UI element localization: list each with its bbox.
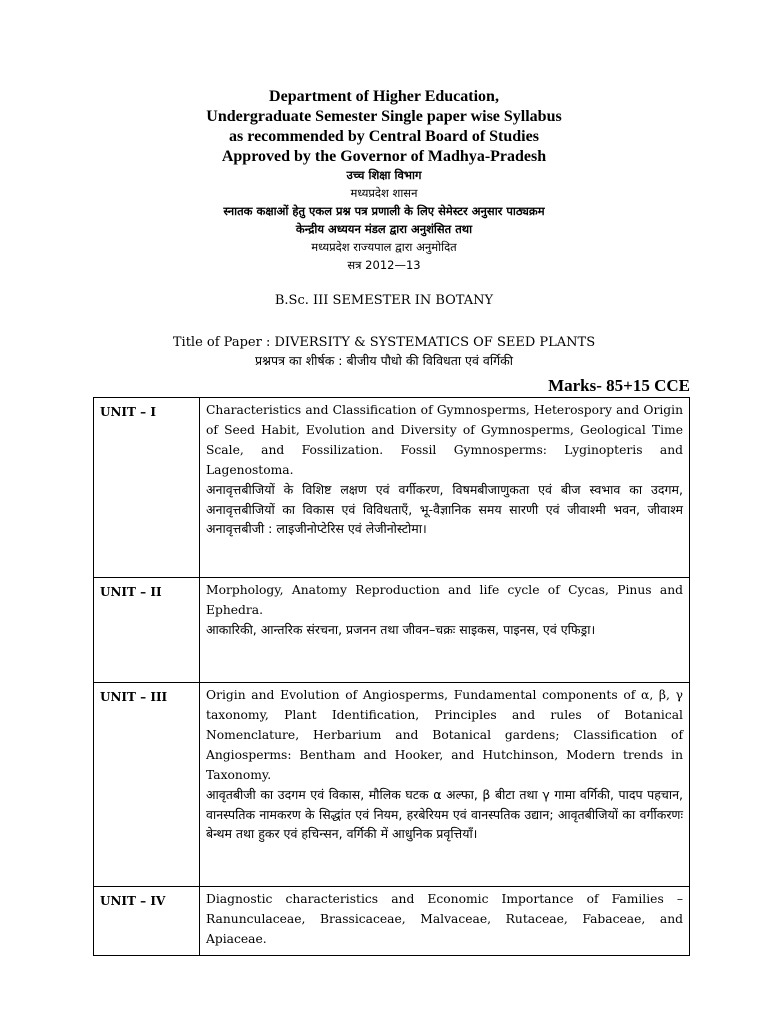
paper-title-english: Title of Paper : DIVERSITY & SYSTEMATICS OF SEED PLANTS bbox=[172, 335, 596, 350]
hindi-header-5: मध्यप्रदेश राज्यपाल द्वारा अनुमोदित bbox=[311, 240, 457, 254]
table-row bbox=[94, 887, 690, 956]
header-line-4: Approved by the Governor of Madhya-Pradesh bbox=[221, 148, 547, 165]
unit-english-text: Origin and Evolution of Angiosperms, Fundamental components of α, β, γ taxonomy, Plant Identification, Principles and rules of Botanical Nomenclature, Herbarium and Botanical gardens; Classification of Angiosperms: Bentham and Hooker, and Hutchinson, Modern trends in Taxonomy. bbox=[206, 688, 683, 782]
unit-label: UNIT – IV bbox=[94, 887, 200, 956]
hindi-header-3: स्नातक कक्षाओं हेतु एकल प्रश्न पत्र प्रणाली के लिए सेमेस्टर अनुसार पाठ्यक्रम bbox=[223, 204, 545, 218]
unit-english-text: Characteristics and Classification of Gymnosperms, Heterospory and Origin of Seed Habit, Evolution and Diversity of Gymnosperms, Geological Time Scale, and Fossilization. Fossil Gymnosperms: Lyginopteris and Lagenostoma. bbox=[206, 403, 683, 477]
unit-english-text: Diagnostic characteristics and Economic Importance of Families – Ranunculaceae, Brassicaceae, Malvaceae, Rutaceae, Fabaceae, and Apiaceae. bbox=[206, 892, 683, 946]
unit-hindi-text: अनावृत्तबीजियों के विशिष्ट लक्षण एवं वर्गीकरण, विषमबीजाणुकता एवं बीज स्वभाव का उदगम, अनावृत्तबीजियों का विकास एवं विविधताएँ, भू-वैज्ञानिक समय सारणी एवं जीवाश्मी भवन, जीवाश्म अनावृत्तबीजी : लाइजीनोप्टेरिस एवं लेजीनोस्टोमा। bbox=[206, 482, 683, 536]
hindi-header-1: उच्च शिक्षा विभाग bbox=[346, 168, 422, 182]
unit-label: UNIT – III bbox=[94, 683, 200, 887]
table-row bbox=[94, 398, 690, 578]
unit-content bbox=[200, 398, 690, 578]
unit-label: UNIT – II bbox=[94, 578, 200, 683]
unit-content bbox=[200, 887, 690, 956]
table-row bbox=[94, 578, 690, 683]
unit-label: UNIT – I bbox=[94, 398, 200, 578]
paper-title-hindi: प्रश्नपत्र का शीर्षक : बीजीय पौधो की विविधता एवं वर्गिकी bbox=[255, 353, 513, 368]
header-line-2: Undergraduate Semester Single paper wise Syllabus bbox=[206, 108, 562, 125]
session-year: सत्र 2012—13 bbox=[347, 258, 421, 272]
unit-english-text: Morphology, Anatomy Reproduction and life cycle of Cycas, Pinus and Ephedra. bbox=[206, 583, 683, 617]
unit-hindi-text: आवृतबीजी का उदगम एवं विकास, मौलिक घटक α अल्फा, β बीटा तथा γ गामा वर्गिकी, पादप पहचान, वानस्पतिक नामकरण के सिद्धांत एवं नियम, हरबेरियम एवं वानस्पतिक उद्यान; आवृतबीजियों का वर्गीकरणः बेन्थम तथा हुकर एवं हचिन्सन, वर्गिकी में आधुनिक प्रवृत्तियाँ। bbox=[206, 787, 683, 841]
semester-heading: B.Sc. III SEMESTER IN BOTANY bbox=[274, 293, 494, 308]
units-table bbox=[93, 397, 690, 956]
marks-label: Marks- 85+15 CCE bbox=[548, 376, 690, 395]
unit-hindi-text: आकारिकी, आन्तरिक संरचना, प्रजनन तथा जीवन–चक्रः साइकस, पाइनस, एवं एफिड्रा। bbox=[206, 622, 596, 637]
header-line-3: as recommended by Central Board of Studies bbox=[229, 128, 539, 145]
table-row bbox=[94, 683, 690, 887]
header-line-1: Department of Higher Education, bbox=[269, 88, 499, 105]
hindi-header-2: मध्यप्रदेश शासन bbox=[350, 186, 418, 200]
hindi-header-4: केन्द्रीय अध्ययन मंडल द्वारा अनुशंसित तथा bbox=[295, 222, 473, 236]
unit-content bbox=[200, 683, 690, 887]
unit-content bbox=[200, 578, 690, 683]
